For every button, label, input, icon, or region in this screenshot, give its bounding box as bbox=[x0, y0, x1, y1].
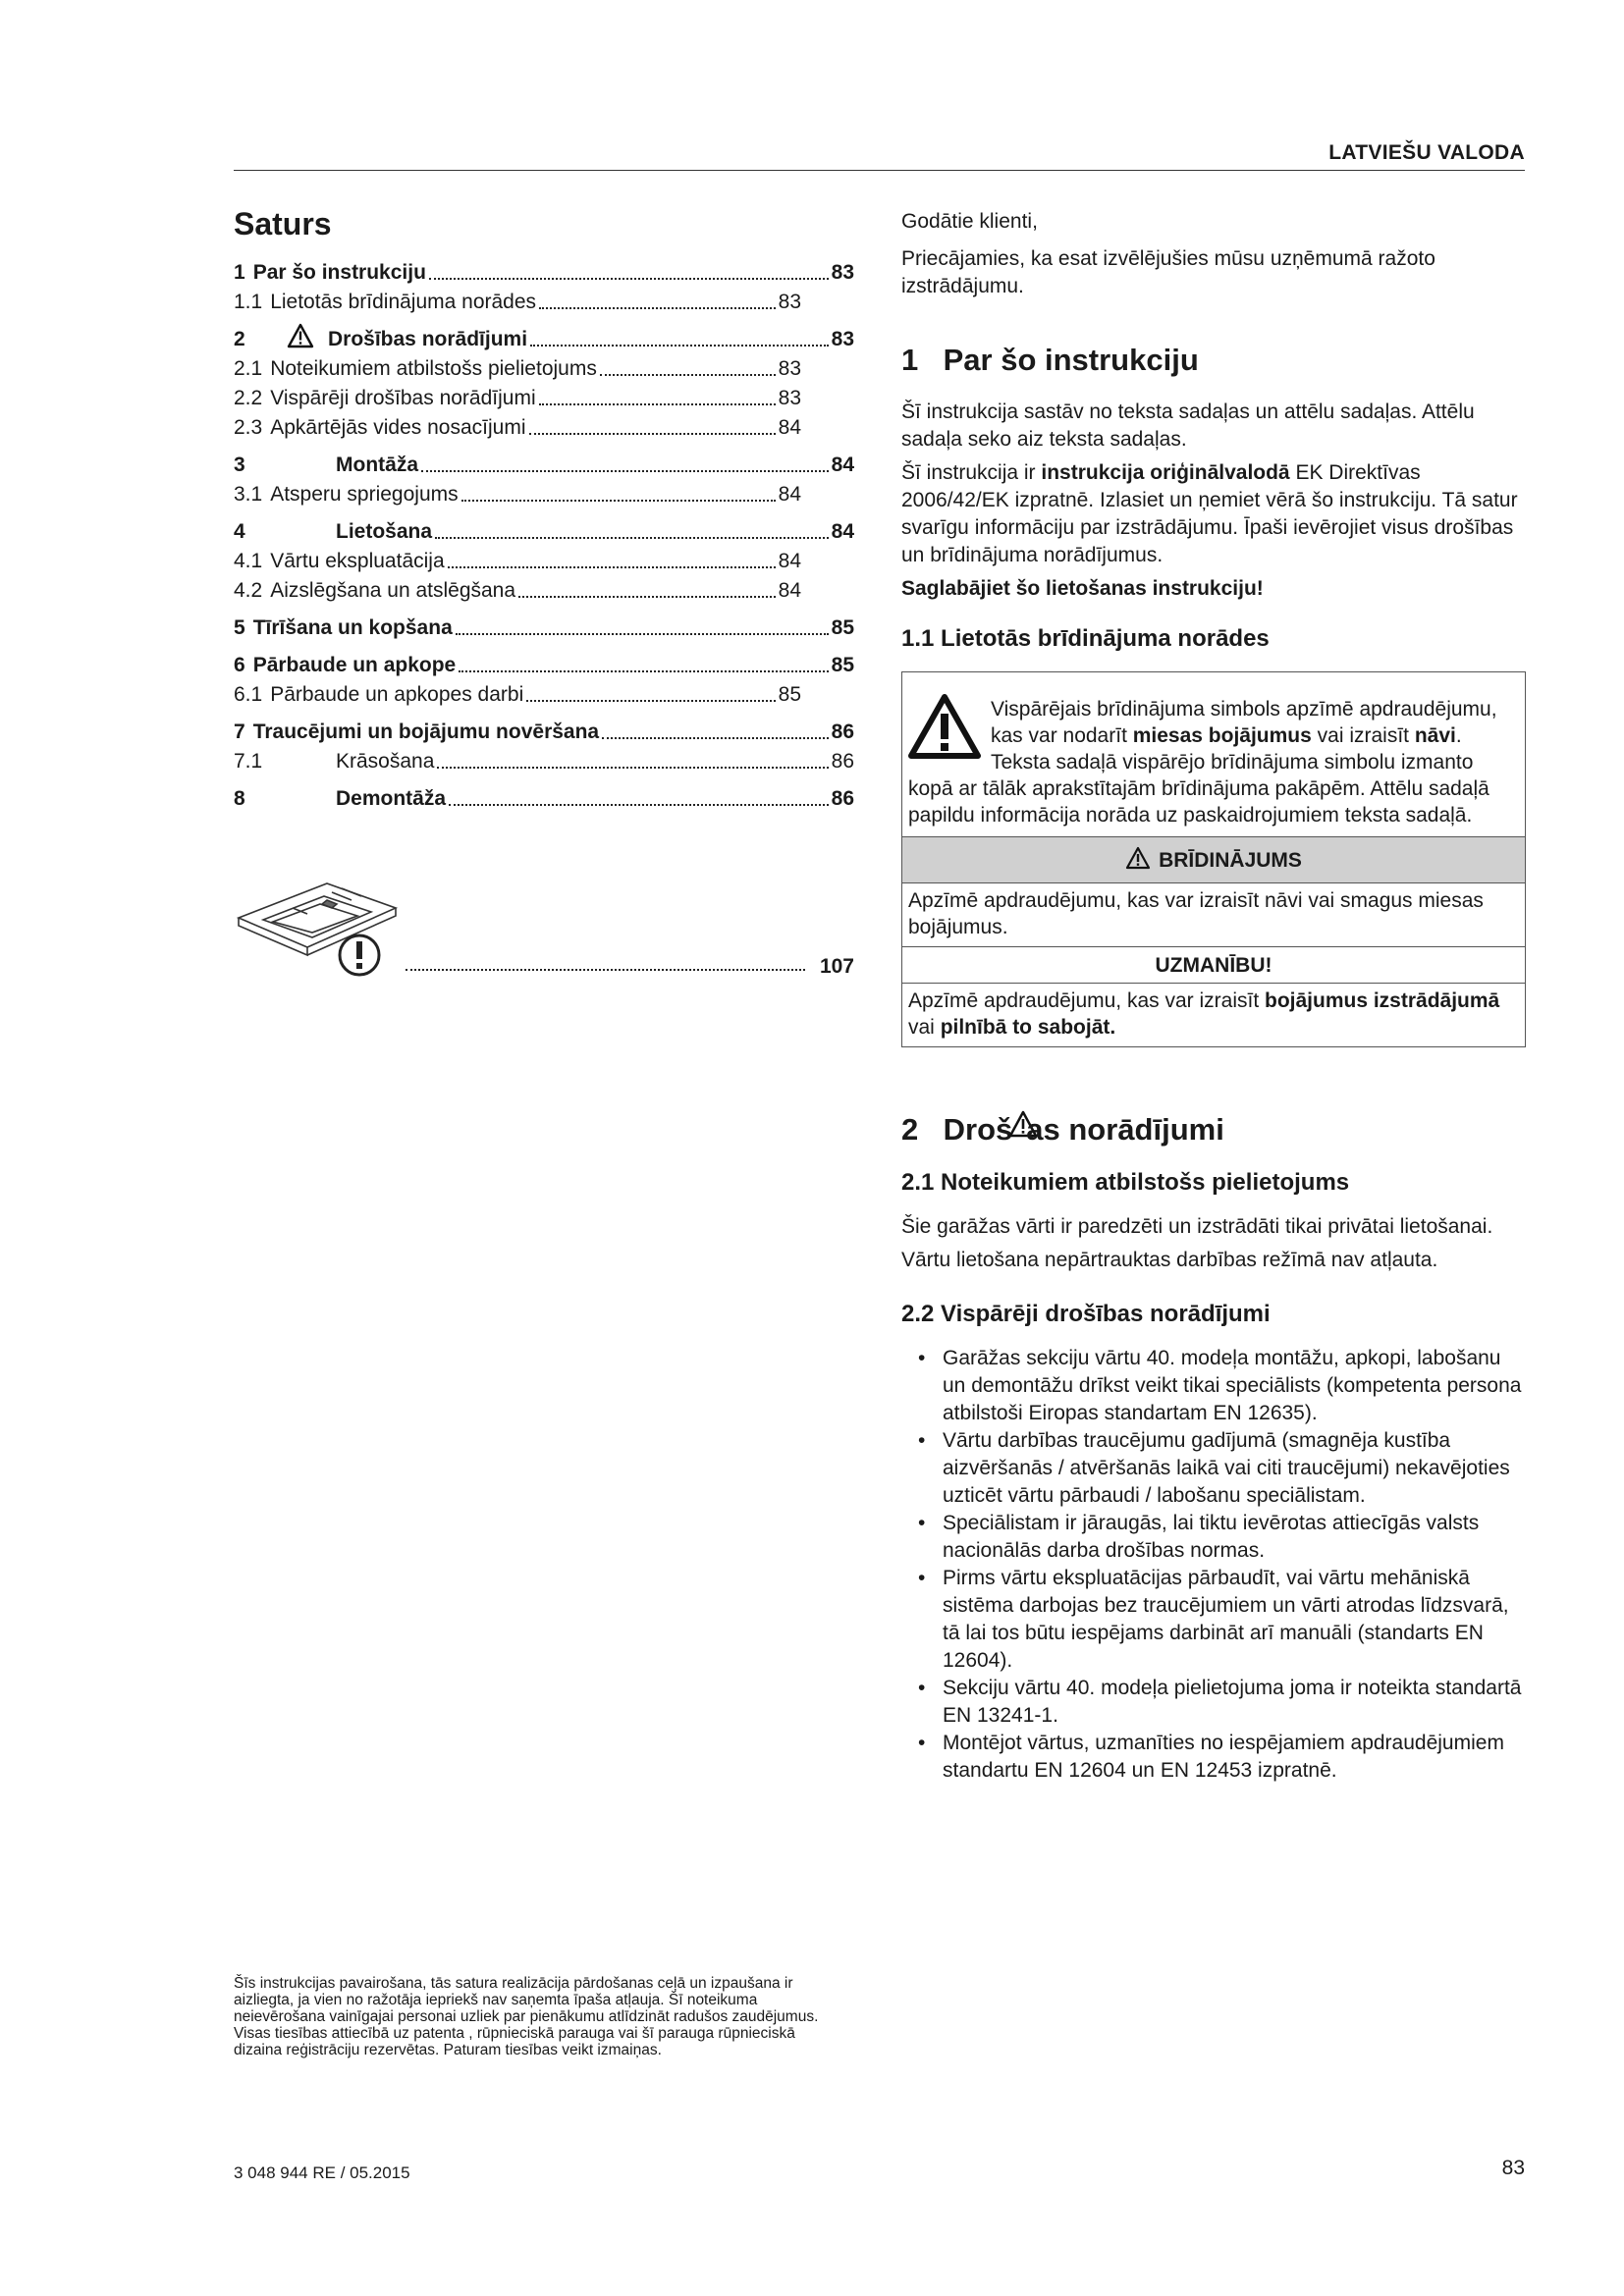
toc-leader-dots bbox=[530, 345, 829, 347]
toc-leader-dots bbox=[600, 374, 776, 376]
page-number: 83 bbox=[1501, 2157, 1525, 2179]
list-item: • Garāžas sekciju vārtu 40. modeļa montāžu, apkopi, labošanu un demontāžu drīkst veikt tikai speciālists (kompetenta persona atbilstoši Eiropas standartam EN 12635). bbox=[901, 1345, 1526, 1427]
toc-leader-dots bbox=[526, 700, 775, 702]
toc-entry-title: 2.3 Apkārtējās vides nosacījumi bbox=[234, 413, 526, 443]
section-1-para-1: Šī instrukcija sastāv no teksta sadaļas un attēlu sadaļas. Attēlu sadaļa seko aiz teksta sadaļas. bbox=[901, 400, 1475, 451]
list-item: • Sekciju vārtu 40. modeļa pielietojuma joma ir noteikta standartā EN 13241-1. bbox=[901, 1675, 1526, 1730]
section-2-number: 2 bbox=[901, 1112, 919, 1147]
toc-entry bbox=[234, 384, 854, 413]
section-2-1-para-2: Vārtu lietošana nepārtrauktas darbības režīmā nav atļauta. bbox=[901, 1249, 1438, 1271]
toc-entry-number: 2.3 bbox=[234, 416, 263, 439]
toc-entry-number: 4.2 bbox=[234, 579, 263, 602]
toc-entry-page: 84 bbox=[831, 520, 854, 543]
toc-entry-page: 86 bbox=[831, 721, 854, 743]
safety-bullet-list bbox=[901, 1345, 1526, 1785]
section-1-1-heading: 1.1 Lietotās brīdinājuma norādes bbox=[901, 625, 1270, 652]
toc-entry-page: 84 bbox=[778, 579, 801, 602]
toc-entry-page: 83 bbox=[778, 387, 801, 409]
toc-entry bbox=[234, 614, 854, 643]
toc-leader-dots bbox=[449, 804, 829, 806]
page-header-language: LATVIEŠU VALODA bbox=[1328, 141, 1525, 164]
toc-entry bbox=[234, 354, 854, 384]
warning-box-intro: Vispārējais brīdinājuma simbols apzīmē apdraudējumu, kas var nodarīt miesas bojājumus vai izraisīt nāvi. Teksta sadaļā vispārējo brīdinājuma simbolu izmanto kopā ar tālāk aprakstītajām brīdinājuma pakāpēm. Attēlu sadaļā papildu informācija norāda uz paskaidrojumiem teksta sadaļā. bbox=[902, 672, 1525, 836]
toc-entry-title: 3.1 Atsperu spriegojums bbox=[234, 480, 459, 509]
caution-level-text: Apzīmē apdraudējumu, kas var izraisīt bojājumus izstrādājumā vai pilnībā to sabojāt. bbox=[908, 989, 1500, 1039]
toc-entry-page: 85 bbox=[831, 654, 854, 676]
toc-entry-title: 2.2 Vispārēji drošības norādījumi bbox=[234, 384, 536, 413]
toc-entry-title: 4.2 Aizslēgšana un atslēgšana bbox=[234, 576, 515, 606]
greeting: Godātie klienti, bbox=[901, 210, 1038, 233]
toc-entry-page: 86 bbox=[831, 787, 854, 810]
warning-levels-box bbox=[901, 671, 1526, 1047]
toc-entry bbox=[234, 651, 854, 680]
toc-entry bbox=[234, 547, 854, 576]
toc-leader-dots bbox=[459, 670, 828, 672]
toc-entry-number: 6 bbox=[234, 654, 245, 676]
warning-icon bbox=[287, 323, 314, 348]
toc-picture-entry bbox=[234, 879, 854, 987]
section-2-1-heading: 2.1 Noteikumiem atbilstošs pielietojums bbox=[901, 1169, 1350, 1196]
toc-entry bbox=[234, 258, 854, 288]
toc-leader-dots bbox=[437, 767, 828, 769]
warning-icon bbox=[1125, 846, 1151, 870]
toc-entry-title: 6 Pārbaude un apkope bbox=[234, 651, 456, 680]
toc-entry-title: 7.1 Krāsošana bbox=[234, 747, 434, 776]
section-2-2-heading: 2.2 Vispārēji drošības norādījumi bbox=[901, 1301, 1271, 1327]
toc-entry-title: 4 Lietošana bbox=[234, 517, 432, 547]
toc-entry-page: 83 bbox=[831, 328, 854, 350]
toc-entry-number: 1 bbox=[234, 261, 245, 284]
toc-entry-title: 6.1 Pārbaude un apkopes darbi bbox=[234, 680, 523, 710]
toc-entry-page: 84 bbox=[778, 483, 801, 506]
main-content bbox=[901, 208, 1526, 1785]
toc-entry-number: 7 bbox=[234, 721, 245, 743]
toc-entry-title: 1.1 Lietotās brīdinājuma norādes bbox=[234, 288, 536, 317]
toc-leader-dots bbox=[448, 566, 776, 568]
warning-level-text: Apzīmē apdraudējumu, kas var izraisīt nāvi vai smagus miesas bojājumus. bbox=[908, 889, 1484, 938]
toc-entry-title: 5 Tīrīšana un kopšana bbox=[234, 614, 453, 643]
intro-text: Priecājamies, ka esat izvēlējušies mūsu uzņēmumā ražoto izstrādājumu. bbox=[901, 247, 1435, 297]
caution-level-header: UZMANĪBU! bbox=[902, 946, 1525, 984]
toc-entry bbox=[234, 576, 854, 606]
toc-entry-title: 8 Demontāža bbox=[234, 784, 446, 814]
table-of-contents bbox=[234, 258, 854, 814]
toc-entry-number: 2 bbox=[234, 328, 245, 350]
list-item: • Montējot vārtus, uzmanīties no iespējamiem apdraudējumiem standartu EN 12604 un EN 12453 izpratnē. bbox=[901, 1730, 1526, 1785]
toc-entry-number: 7.1 bbox=[234, 750, 263, 773]
toc-entry-title: 4.1 Vārtu ekspluatācija bbox=[234, 547, 445, 576]
toc-entry-page: 84 bbox=[778, 416, 801, 439]
toc-entry-page: 83 bbox=[831, 261, 854, 284]
toc-entry-page: 85 bbox=[778, 683, 801, 706]
toc-leader-dots bbox=[406, 969, 805, 971]
toc-title: Saturs bbox=[234, 206, 332, 241]
toc-entry-number: 1.1 bbox=[234, 291, 263, 313]
list-item: • Pirms vārtu ekspluatācijas pārbaudīt, vai vārtu mehāniskā sistēma darbojas bez traucējumiem un vārti atrodas līdzsvarā, tā lai tos būtu iespējams darbināt arī manuāli (standarts EN 12604). bbox=[901, 1565, 1526, 1675]
toc-entry-number: 2.1 bbox=[234, 357, 263, 380]
toc-entry bbox=[234, 784, 854, 814]
toc-entry-number: 5 bbox=[234, 616, 245, 639]
toc-entry-number: 2.2 bbox=[234, 387, 263, 409]
toc-entry-page: 85 bbox=[831, 616, 854, 639]
toc-entry-title: 1 Par šo instrukciju bbox=[234, 258, 426, 288]
toc-leader-dots bbox=[421, 470, 829, 472]
toc-entry bbox=[234, 451, 854, 480]
door-warning-pictogram bbox=[234, 879, 410, 987]
warning-icon bbox=[908, 694, 981, 759]
toc-entry-page: 86 bbox=[831, 750, 854, 773]
toc-entry-page: 83 bbox=[778, 357, 801, 380]
toc-entry-number: 3.1 bbox=[234, 483, 263, 506]
toc-entry-number: 8 bbox=[234, 787, 245, 810]
list-item: • Vārtu darbības traucējumu gadījumā (smagnēja kustība aizvēršanās / atvēršanās laikā vai citi traucējumi) nekavējoties uzticēt vārtu pārbaudi / labošanu speciālistam. bbox=[901, 1427, 1526, 1510]
toc-entry-number: 4 bbox=[234, 520, 245, 543]
toc-leader-dots bbox=[518, 596, 776, 598]
toc-leader-dots bbox=[539, 307, 776, 309]
toc-entry-page: 83 bbox=[778, 291, 801, 313]
toc-entry-title: 2 Drošības norādījumi bbox=[234, 323, 527, 354]
toc-entry bbox=[234, 480, 854, 509]
toc-entry bbox=[234, 680, 854, 710]
toc-leader-dots bbox=[461, 500, 776, 502]
section-1-number: 1 bbox=[901, 343, 919, 377]
toc-entry bbox=[234, 718, 854, 747]
toc-leader-dots bbox=[435, 537, 829, 539]
section-1-title: Par šo instrukciju bbox=[943, 343, 1199, 377]
toc-leader-dots bbox=[529, 433, 776, 435]
toc-leader-dots bbox=[429, 278, 829, 280]
toc-entry bbox=[234, 413, 854, 443]
toc-entry-title: 2.1 Noteikumiem atbilstošs pielietojums bbox=[234, 354, 597, 384]
toc-entry-number: 6.1 bbox=[234, 683, 263, 706]
document-number: 3 048 944 RE / 05.2015 bbox=[234, 2163, 410, 2182]
toc-entry-page: 84 bbox=[778, 550, 801, 572]
section-2-heading: 2 Droš as norādījumi bbox=[901, 1112, 1224, 1147]
legal-notice: Šīs instrukcijas pavairošana, tās satura realizācija pārdošanas ceļā un izpaušana ir aizliegta, ja vien no ražotāja iepriekš nav saņemta īpaša atļauja. Šī noteikuma neievērošana vainīgajai personai uzliek par pienākumu atlīdzināt radušos zaudējumus. Visas tiesības attiecībā uz patenta , rūpnieciskā parauga vai šī parauga rūpnieciskā dizaina reģistrāciju rezervētas. Paturam tiesības veikt izmaiņas. bbox=[234, 1975, 819, 2058]
toc-picture-page: 107 bbox=[819, 955, 854, 978]
toc-leader-dots bbox=[456, 633, 829, 635]
toc-entry-number: 4.1 bbox=[234, 550, 263, 572]
section-1-para-2: Šī instrukcija ir instrukcija oriģinālvalodā EK Direktīvas 2006/42/EK izpratnē. Izlasiet un ņemiet vērā šo instrukciju. Tā satur svarīgu informāciju par izstrādājumu. Īpaši ievērojiet visus drošības un brīdinājuma norādījumus. bbox=[901, 461, 1518, 566]
toc-entry-number: 3 bbox=[234, 454, 245, 476]
toc-leader-dots bbox=[539, 403, 776, 405]
toc-entry bbox=[234, 517, 854, 547]
section-2-1-para-1: Šie garāžas vārti ir paredzēti un izstrādāti tikai privātai lietošanai. bbox=[901, 1215, 1493, 1238]
toc-leader-dots bbox=[602, 737, 829, 739]
toc-entry-page: 84 bbox=[831, 454, 854, 476]
toc-entry-title: 3 Montāža bbox=[234, 451, 418, 480]
section-1-heading bbox=[901, 342, 1526, 379]
list-item: • Speciālistam ir jāraugās, lai tiktu ievērotas attiecīgās valsts nacionālās darba drošības normas. bbox=[901, 1510, 1526, 1565]
section-1-para-3: Saglabājiet šo lietošanas instrukciju! bbox=[901, 577, 1264, 600]
warning-level-header: BRĪDINĀJUMS bbox=[902, 836, 1525, 883]
header-divider bbox=[234, 170, 1525, 171]
toc-entry bbox=[234, 747, 854, 776]
toc-entry bbox=[234, 325, 854, 354]
toc-entry-title: 7 Traucējumi un bojājumu novēršana bbox=[234, 718, 599, 747]
toc-entry bbox=[234, 288, 854, 317]
